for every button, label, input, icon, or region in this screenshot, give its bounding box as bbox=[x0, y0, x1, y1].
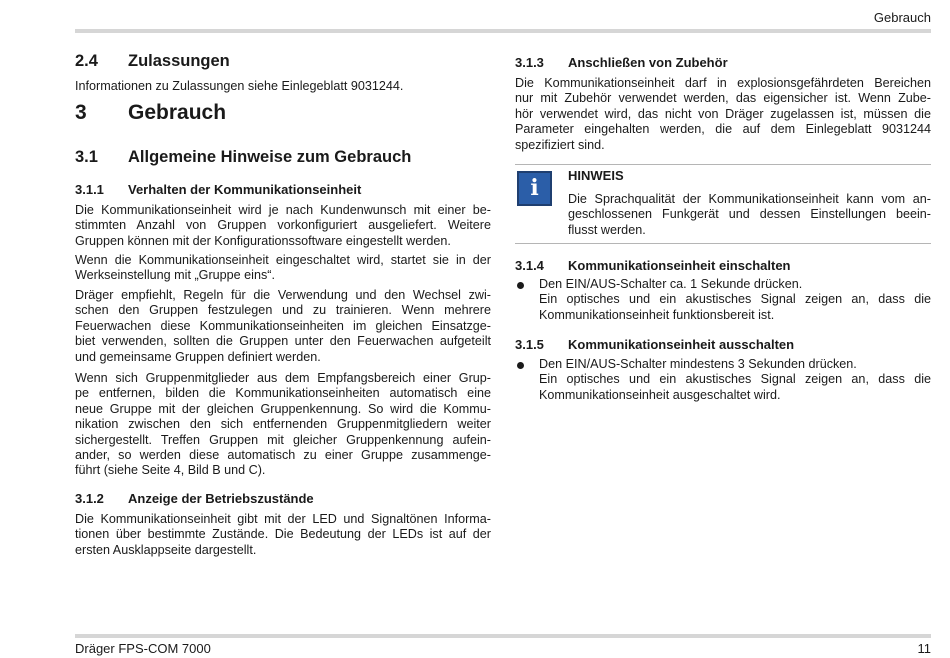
bullet-text bbox=[539, 357, 931, 403]
section-3-1-heading bbox=[75, 150, 411, 165]
text-line: tionen über bestimmte Zustände. Die Bedeutung der LEDs ist auf der bbox=[75, 527, 491, 542]
footer-rule bbox=[75, 634, 931, 638]
bullet-text bbox=[539, 277, 931, 323]
text-line: stimmten Anzahl von Gruppen vorkonfiguriert ausgeliefert. Weitere bbox=[75, 218, 491, 233]
section-title: Anschließen von Zubehör bbox=[568, 55, 728, 70]
text-line: führt (siehe Seite 4, Bild B und C). bbox=[75, 463, 266, 478]
text-line: Kommunikationseinheit ausgeschaltet wird. bbox=[539, 387, 781, 402]
text-line: neue Gruppe mit der gleichen Gruppenkennung. So wird die Kommu- bbox=[75, 401, 491, 416]
section-title: Allgemeine Hinweise zum Gebrauch bbox=[128, 148, 412, 166]
chapter-title: Gebrauch bbox=[128, 101, 227, 124]
section-3-1-4-heading bbox=[515, 258, 791, 273]
bullet-dot bbox=[517, 362, 524, 369]
text-line: Parameter eingehalten werden, die auf dem Einlegeblatt 9031244 bbox=[515, 122, 931, 137]
text-line: Ein optisches und ein akustisches Signal zeigen an, dass die bbox=[539, 372, 931, 387]
section-3-1-1-paragraph-1 bbox=[75, 203, 491, 249]
header-rule bbox=[75, 29, 931, 33]
section-number: 3.1.4 bbox=[515, 258, 544, 273]
text-line: Kommunikationseinheit funktionsbereit ist. bbox=[539, 307, 775, 322]
chapter-number: 3 bbox=[75, 101, 87, 124]
section-title: Verhalten der Kommunikationseinheit bbox=[128, 182, 362, 197]
text-line: geschlossenen Funkgerät und dessen Einstellungen beein- bbox=[568, 207, 931, 222]
chapter-3-heading bbox=[75, 101, 227, 124]
section-3-1-1-paragraph-4 bbox=[75, 371, 491, 479]
section-number: 2.4 bbox=[75, 52, 98, 70]
section-3-1-2-heading bbox=[75, 491, 314, 506]
text-line: ersten Ausklappseite dargestellt. bbox=[75, 542, 257, 557]
section-3-1-3-paragraph bbox=[515, 76, 931, 153]
section-number: 3.1.5 bbox=[515, 337, 544, 352]
page-number: 11 bbox=[917, 641, 931, 656]
section-3-1-1-paragraph-3 bbox=[75, 288, 491, 365]
section-title: Anzeige der Betriebszustände bbox=[128, 491, 314, 506]
text-line: sichergestellt. Treffen Gruppen mit gleicher Gruppenkennung aufein- bbox=[75, 432, 491, 447]
section-2-4-text: Informationen zu Zulassungen siehe Einlegeblatt 9031244. bbox=[75, 79, 404, 93]
section-number: 3.1.2 bbox=[75, 491, 104, 506]
text-line: spezifiziert sind. bbox=[515, 137, 605, 152]
section-3-1-3-heading bbox=[515, 55, 728, 70]
section-title: Kommunikationseinheit einschalten bbox=[568, 258, 791, 273]
text-line: Werkseinstellung mit „Gruppe eins“. bbox=[75, 268, 275, 283]
bullet-dot bbox=[517, 282, 524, 289]
section-title: Zulassungen bbox=[128, 52, 230, 70]
section-title: Kommunikationseinheit ausschalten bbox=[568, 337, 795, 352]
text-line: Die Kommunikationseinheit wird je nach Kundenwunsch mit einer be- bbox=[75, 203, 491, 217]
text-line: biet verwenden, sollten die Gruppen unter den Feuerwachen aufgeteilt bbox=[75, 334, 491, 349]
note-bottom-rule bbox=[515, 243, 931, 244]
section-3-1-5-heading bbox=[515, 337, 794, 352]
note-text bbox=[568, 192, 931, 238]
info-icon: i bbox=[517, 171, 552, 206]
text-line: Gruppen können mit der Konfigurationssoftware eingestellt werden. bbox=[75, 233, 451, 248]
section-number: 3.1.1 bbox=[75, 182, 104, 197]
running-header: Gebrauch bbox=[873, 10, 931, 25]
section-3-1-1-heading bbox=[75, 182, 361, 197]
text-line: Die Sprachqualität der Kommunikationseinheit kann vom an- bbox=[568, 192, 931, 206]
text-line: nur mit Zubehör verwendet werden, das eigensicher ist. Wenn Zube- bbox=[515, 91, 931, 106]
text-line: Die Kommunikationseinheit darf in explosionsgefährdeten Bereichen bbox=[515, 76, 931, 90]
text-line: schen den Gruppen festzulegen und zu trainieren. Wenn mehrere bbox=[75, 303, 491, 318]
section-number: 3.1 bbox=[75, 148, 98, 166]
text-line: nikation zwischen den sich entfernenden Gruppenmitgliedern weiter bbox=[75, 417, 491, 432]
text-line: flusst werden. bbox=[568, 222, 646, 237]
text-line: Dräger empfiehlt, Regeln für die Verwendung und den Wechsel zwi- bbox=[75, 288, 491, 302]
section-3-1-1-paragraph-2 bbox=[75, 253, 491, 284]
text-line: hör verwendet wird, das nicht von Dräger zugelassen ist, müssen die bbox=[515, 106, 931, 121]
text-line: ander, so werden diese automatisch zu einer Gruppe zusammenge- bbox=[75, 448, 491, 463]
text-line: Den EIN/AUS-Schalter ca. 1 Sekunde drücken. bbox=[539, 277, 803, 291]
text-line: Den EIN/AUS-Schalter mindestens 3 Sekunden drücken. bbox=[539, 357, 857, 371]
section-3-1-2-paragraph bbox=[75, 512, 491, 558]
note-title: HINWEIS bbox=[568, 168, 624, 183]
note-top-rule bbox=[515, 164, 931, 165]
text-line: Wenn die Kommunikationseinheit eingeschaltet wird, startet sie in der bbox=[75, 253, 491, 267]
text-line: Ein optisches und ein akustisches Signal zeigen an, dass die bbox=[539, 292, 931, 307]
text-line: Wenn sich Gruppenmitglieder aus dem Empfangsbereich einer Grup- bbox=[75, 371, 491, 385]
section-2-4-heading bbox=[75, 54, 230, 69]
text-line: und gemeinsame Gruppen definiert werden. bbox=[75, 349, 321, 364]
text-line: Feuerwachen diese Kommunikationseinheiten im gleichen Einsatzge- bbox=[75, 318, 491, 333]
text-line: pe entfernen, bilden die Kommunikationseinheiten automatisch eine bbox=[75, 386, 491, 401]
text-line: Die Kommunikationseinheit gibt mit der LED und Signaltönen Informa- bbox=[75, 512, 491, 526]
section-number: 3.1.3 bbox=[515, 55, 544, 70]
footer-product-name: Dräger FPS-COM 7000 bbox=[75, 641, 211, 656]
